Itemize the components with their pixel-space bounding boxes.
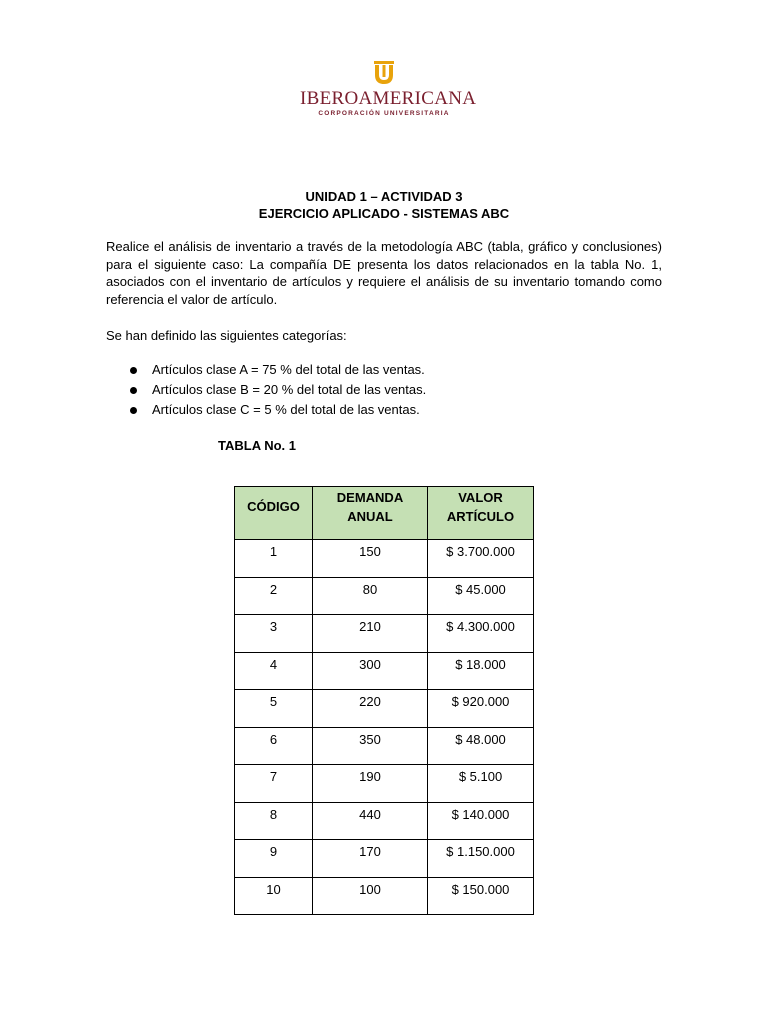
cell-code: 3 (235, 615, 313, 653)
cell-value: $ 150.000 (428, 877, 534, 915)
table-row (235, 690, 534, 728)
university-logo (300, 60, 477, 117)
bullet-icon (130, 367, 137, 374)
cell-code: 2 (235, 577, 313, 615)
cell-demand: 80 (313, 577, 428, 615)
activity-title: UNIDAD 1 – ACTIVIDAD 3 (305, 189, 463, 204)
table-row (235, 540, 534, 578)
list-item: Artículos clase C = 5 % del total de las ventas. (106, 400, 426, 420)
cell-value: $ 48.000 (428, 727, 534, 765)
cell-value: $ 140.000 (428, 802, 534, 840)
header-code: CÓDIGO (235, 487, 313, 540)
cell-code: 6 (235, 727, 313, 765)
bullet-icon (130, 387, 137, 394)
header-value: VALOR ARTÍCULO (428, 487, 534, 540)
cell-code: 7 (235, 765, 313, 803)
cell-value: $ 45.000 (428, 577, 534, 615)
cell-value: $ 920.000 (428, 690, 534, 728)
table-row (235, 652, 534, 690)
inventory-table (234, 486, 534, 915)
categories-title: Se han definido las siguientes categorías: (106, 328, 347, 343)
table-row (235, 765, 534, 803)
cell-value: $ 4.300.000 (428, 615, 534, 653)
cell-demand: 350 (313, 727, 428, 765)
cell-demand: 190 (313, 765, 428, 803)
cell-code: 5 (235, 690, 313, 728)
cell-demand: 100 (313, 877, 428, 915)
table-row (235, 877, 534, 915)
intro-paragraph: Realice el análisis de inventario a través de la metodología ABC (tabla, gráfico y conclusiones) para el siguiente caso: La compañía DE presenta los datos relacionados en la tabla No. 1, asociados con el inventario de artículos y requiere el análisis de su inventario tomando como referencia el valor de artículo. (106, 239, 662, 307)
bullet-icon (130, 407, 137, 414)
cell-code: 4 (235, 652, 313, 690)
cell-code: 8 (235, 802, 313, 840)
cell-demand: 220 (313, 690, 428, 728)
table-row (235, 840, 534, 878)
table-title: TABLA No. 1 (218, 438, 296, 453)
cell-code: 1 (235, 540, 313, 578)
table-header-row (235, 487, 534, 540)
list-item: Artículos clase B = 20 % del total de las ventas. (106, 380, 426, 400)
cell-code: 10 (235, 877, 313, 915)
cell-value: $ 18.000 (428, 652, 534, 690)
exercise-title: EJERCICIO APLICADO - SISTEMAS ABC (258, 206, 510, 221)
cell-demand: 440 (313, 802, 428, 840)
logo-emblem-icon (371, 60, 397, 86)
cell-demand: 300 (313, 652, 428, 690)
table-row (235, 802, 534, 840)
cell-value: $ 5.100 (428, 765, 534, 803)
table-row (235, 727, 534, 765)
header-demand: DEMANDA ANUAL (313, 487, 428, 540)
cell-value: $ 3.700.000 (428, 540, 534, 578)
logo-name: IBEROAMERICANA (300, 88, 477, 109)
list-item: Artículos clase A = 75 % del total de las ventas. (106, 360, 426, 380)
cell-value: $ 1.150.000 (428, 840, 534, 878)
logo-subtitle: CORPORACIÓN UNIVERSITARIA (318, 110, 450, 117)
cell-demand: 150 (313, 540, 428, 578)
table-row (235, 577, 534, 615)
categories-list (106, 360, 426, 420)
cell-demand: 210 (313, 615, 428, 653)
cell-code: 9 (235, 840, 313, 878)
cell-demand: 170 (313, 840, 428, 878)
table-row (235, 615, 534, 653)
